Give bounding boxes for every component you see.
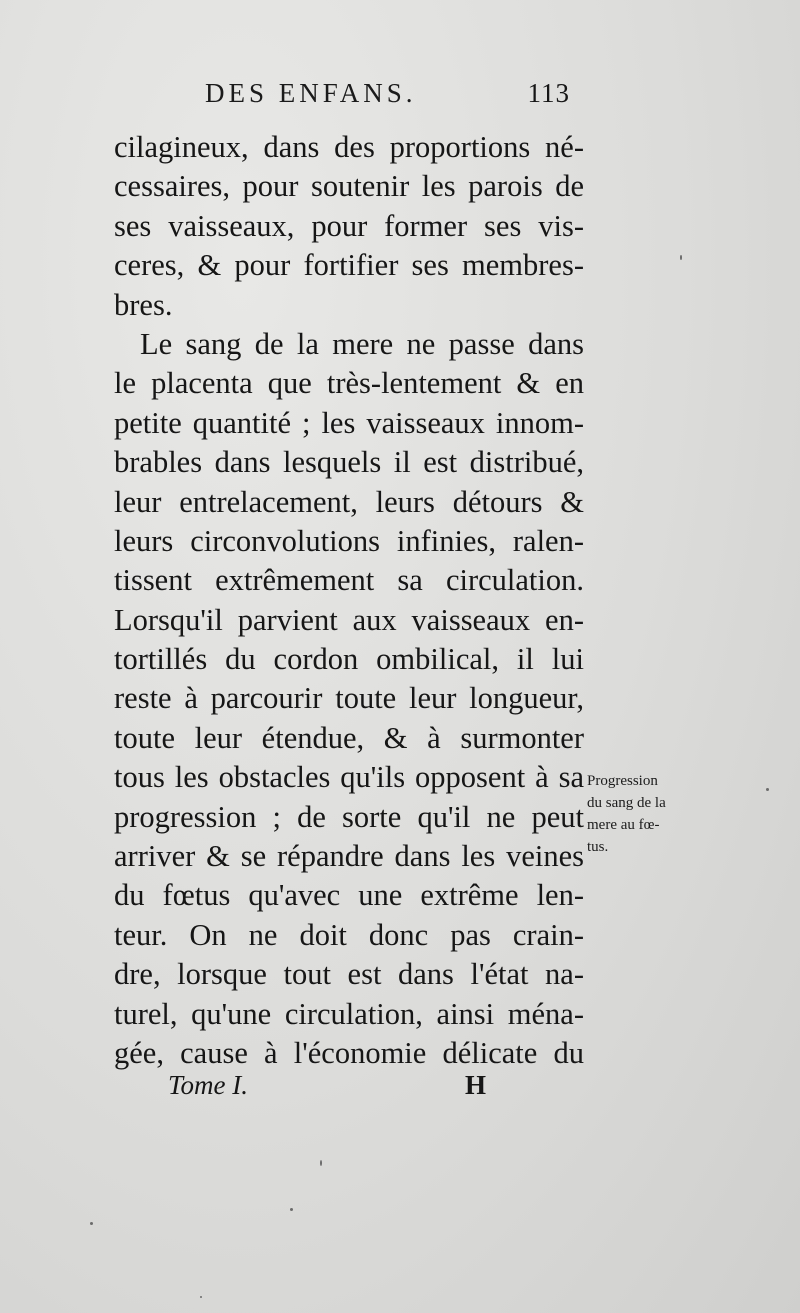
text-line: bres. (114, 287, 173, 322)
gathering-mark: H (465, 1070, 487, 1100)
text-line: le placenta que très-lentement & en (114, 366, 584, 401)
running-head: DES ENFANS. (205, 78, 417, 108)
text-line: tissent extrêmement sa circulation. (114, 563, 584, 598)
paper-speck (680, 255, 682, 260)
text-line: turel, qu'une circulation, ainsi ména- (114, 996, 584, 1031)
page-number: 113 (527, 78, 570, 108)
paper-speck (290, 1208, 293, 1211)
text-line: ceres, & pour fortifier ses membres- (114, 248, 584, 283)
body-text (114, 128, 584, 1073)
text-line: reste à parcourir toute leur longueur, (114, 681, 584, 716)
paper-speck (766, 788, 769, 791)
text-line: leur entrelacement, leurs détours & (114, 484, 584, 519)
text-line: toute leur étendue, & à surmonter (114, 720, 584, 755)
text-line: leurs circonvolutions infinies, ralen- (114, 523, 584, 558)
text-line: brables dans lesquels il est distribué, (114, 445, 584, 480)
margin-note-line: mere au fœ- (587, 817, 660, 833)
text-line: teur. On ne doit donc pas crain- (114, 917, 584, 952)
margin-note-line: Progression (587, 773, 658, 789)
text-line: cilagineux, dans des proportions né- (114, 130, 584, 164)
text-line: cessaires, pour soutenir les parois de (114, 169, 584, 204)
text-line: Le sang de la mere ne passe dans (140, 326, 584, 361)
margin-note-line: du sang de la (587, 795, 666, 811)
text-line: progression ; de sorte qu'il ne peut (114, 799, 584, 834)
margin-note (587, 770, 707, 858)
text-line: petite quantité ; les vaisseaux innom- (114, 405, 584, 440)
text-line: du fœtus qu'avec une extrême len- (114, 878, 584, 913)
volume-signature: Tome I. (168, 1070, 249, 1100)
text-line: tous les obstacles qu'ils opposent à sa (114, 760, 584, 795)
text-line: Lorsqu'il parvient aux vaisseaux en- (114, 602, 584, 637)
page-header (205, 78, 585, 118)
paper-speck (320, 1160, 322, 1166)
text-line: ses vaisseaux, pour former ses vis- (114, 208, 584, 243)
paper-speck (90, 1222, 93, 1225)
text-line: tortillés du cordon ombilical, il lui (114, 642, 584, 677)
text-line: dre, lorsque tout est dans l'état na- (114, 957, 584, 992)
text-line: gée, cause à l'économie délicate du (114, 1035, 584, 1070)
paper-speck (200, 1296, 202, 1298)
text-line: arriver & se répandre dans les veines (114, 839, 584, 874)
margin-note-line: tus. (587, 839, 609, 855)
